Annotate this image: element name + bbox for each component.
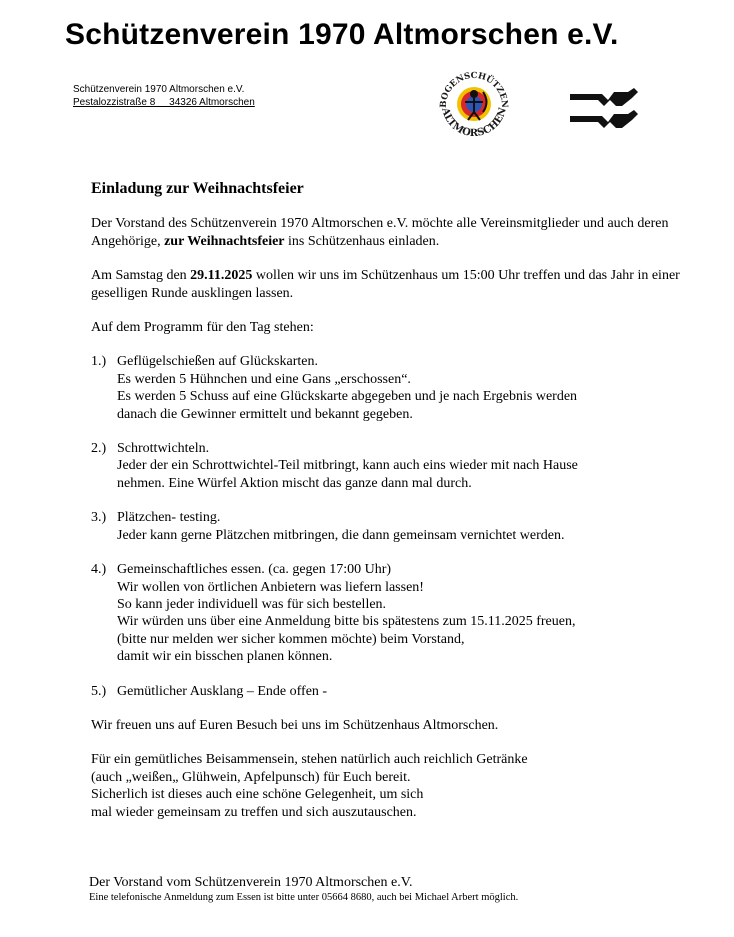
program-item-line: Gemütlicher Ausklang – Ende offen -	[117, 683, 328, 699]
program-item-line: danach die Gewinner ermittelt und bekannt gegeben.	[117, 406, 413, 422]
archery-club-logo	[434, 62, 514, 144]
program-item-text	[113, 683, 691, 700]
program-item-number: 2.)	[91, 441, 107, 457]
closing-line: (auch „weißen„ Glühwein, Apfelpunsch) für Euch bereit.	[91, 769, 411, 785]
intro-text: Der Vorstand des Schützenverein 1970 Altmorschen e.V. möchte alle Vereinsmitglieder und auch deren Angehörige,	[91, 216, 669, 249]
program-item-number: 1.)	[91, 354, 107, 370]
date-text: Am Samstag den	[91, 268, 191, 284]
date-paragraph	[91, 267, 691, 302]
program-item-text	[113, 440, 691, 492]
sender-address	[73, 83, 255, 109]
program-item-line: Jeder kann gerne Plätzchen mitbringen, die dann gemeinsam vernichtet werden.	[117, 527, 565, 543]
program-item	[91, 683, 691, 700]
signature: Der Vorstand vom Schützenverein 1970 Altmorschen e.V.	[89, 875, 413, 890]
program-item-number: 5.)	[91, 683, 107, 699]
letter-heading: Einladung zur Weihnachtsfeier	[91, 180, 304, 197]
program-item-text	[113, 561, 691, 665]
program-item-line: damit wir ein bisschen planen können.	[117, 649, 333, 665]
program-item-line: Es werden 5 Schuss auf eine Glückskarte abgegeben und je nach Ergebnis werden	[117, 389, 578, 405]
program-item	[91, 561, 691, 665]
date-text-end: wollen wir uns im Schützenhaus um 15:00 Uhr treffen und das Jahr in einer geselligen Runde ausklingen lassen.	[91, 268, 680, 301]
program-intro: Auf dem Programm für den Tag stehen:	[91, 320, 314, 336]
program-item	[91, 509, 691, 544]
program-item-line: Schrottwichteln.	[117, 441, 210, 457]
program-item-text	[113, 353, 691, 423]
club-title: Schützenverein 1970 Altmorschen e.V.	[65, 18, 619, 51]
letter-body	[91, 180, 691, 821]
welcome-text: Wir freuen uns auf Euren Besuch bei uns im Schützenhaus Altmorschen.	[91, 717, 499, 733]
logo-text-bottom: ALTMORSCHEN	[439, 106, 509, 140]
intro-bold: zur Weihnachtsfeier	[164, 233, 285, 249]
intro-paragraph	[91, 215, 691, 250]
program-list	[91, 353, 691, 700]
program-item-line: (bitte nur melden wer sicher kommen möchte) beim Vorstand,	[117, 631, 465, 647]
program-item-line: Wir wollen von örtlichen Anbietern was liefern lassen!	[117, 579, 424, 595]
intro-text-end: ins Schützenhaus einladen.	[284, 233, 440, 249]
program-item-line: Wir würden uns über eine Anmeldung bitte bis spätestens zum 15.11.2025 freuen,	[117, 614, 576, 630]
program-item-number: 4.)	[91, 562, 107, 578]
program-item-line: Geflügelschießen auf Glückskarten.	[117, 354, 318, 370]
program-item	[91, 440, 691, 492]
program-item-text	[113, 509, 691, 544]
address-line-street: Pestalozzistraße 8 34326 Altmorschen	[73, 97, 255, 108]
program-item	[91, 353, 691, 423]
program-item-line: Es werden 5 Hühnchen und eine Gans „erschossen“.	[117, 371, 411, 387]
shooting-sport-icon	[568, 88, 640, 132]
program-item-line: nehmen. Eine Würfel Aktion mischt das ganze dann mal durch.	[117, 475, 472, 491]
phone-footnote: Eine telefonische Anmeldung zum Essen ist bitte unter 05664 8680, auch bei Michael Arbert möglich.	[89, 892, 519, 903]
program-item-line: Gemeinschaftliches essen. (ca. gegen 17:00 Uhr)	[117, 562, 392, 578]
signature-block	[89, 874, 518, 904]
address-line-name: Schützenverein 1970 Altmorschen e.V.	[73, 84, 245, 95]
closing-line: mal wieder gemeinsam zu treffen und sich auszutauschen.	[91, 804, 417, 820]
program-item-line: Jeder der ein Schrottwichtel-Teil mitbringt, kann auch eins wieder mit nach Hause	[117, 458, 578, 474]
closing-line: Für ein gemütliches Beisammensein, stehen natürlich auch reichlich Getränke	[91, 752, 528, 768]
event-date: 29.11.2025	[190, 268, 253, 284]
program-item-line: So kann jeder individuell was für sich bestellen.	[117, 596, 387, 612]
closing-paragraph	[91, 751, 691, 821]
program-item-number: 3.)	[91, 510, 107, 526]
program-item-line: Plätzchen- testing.	[117, 510, 221, 526]
logo-text-top: BOGENSCHÜTZEN	[438, 70, 510, 109]
closing-line: Sicherlich ist dieses auch eine schöne Gelegenheit, um sich	[91, 787, 424, 803]
